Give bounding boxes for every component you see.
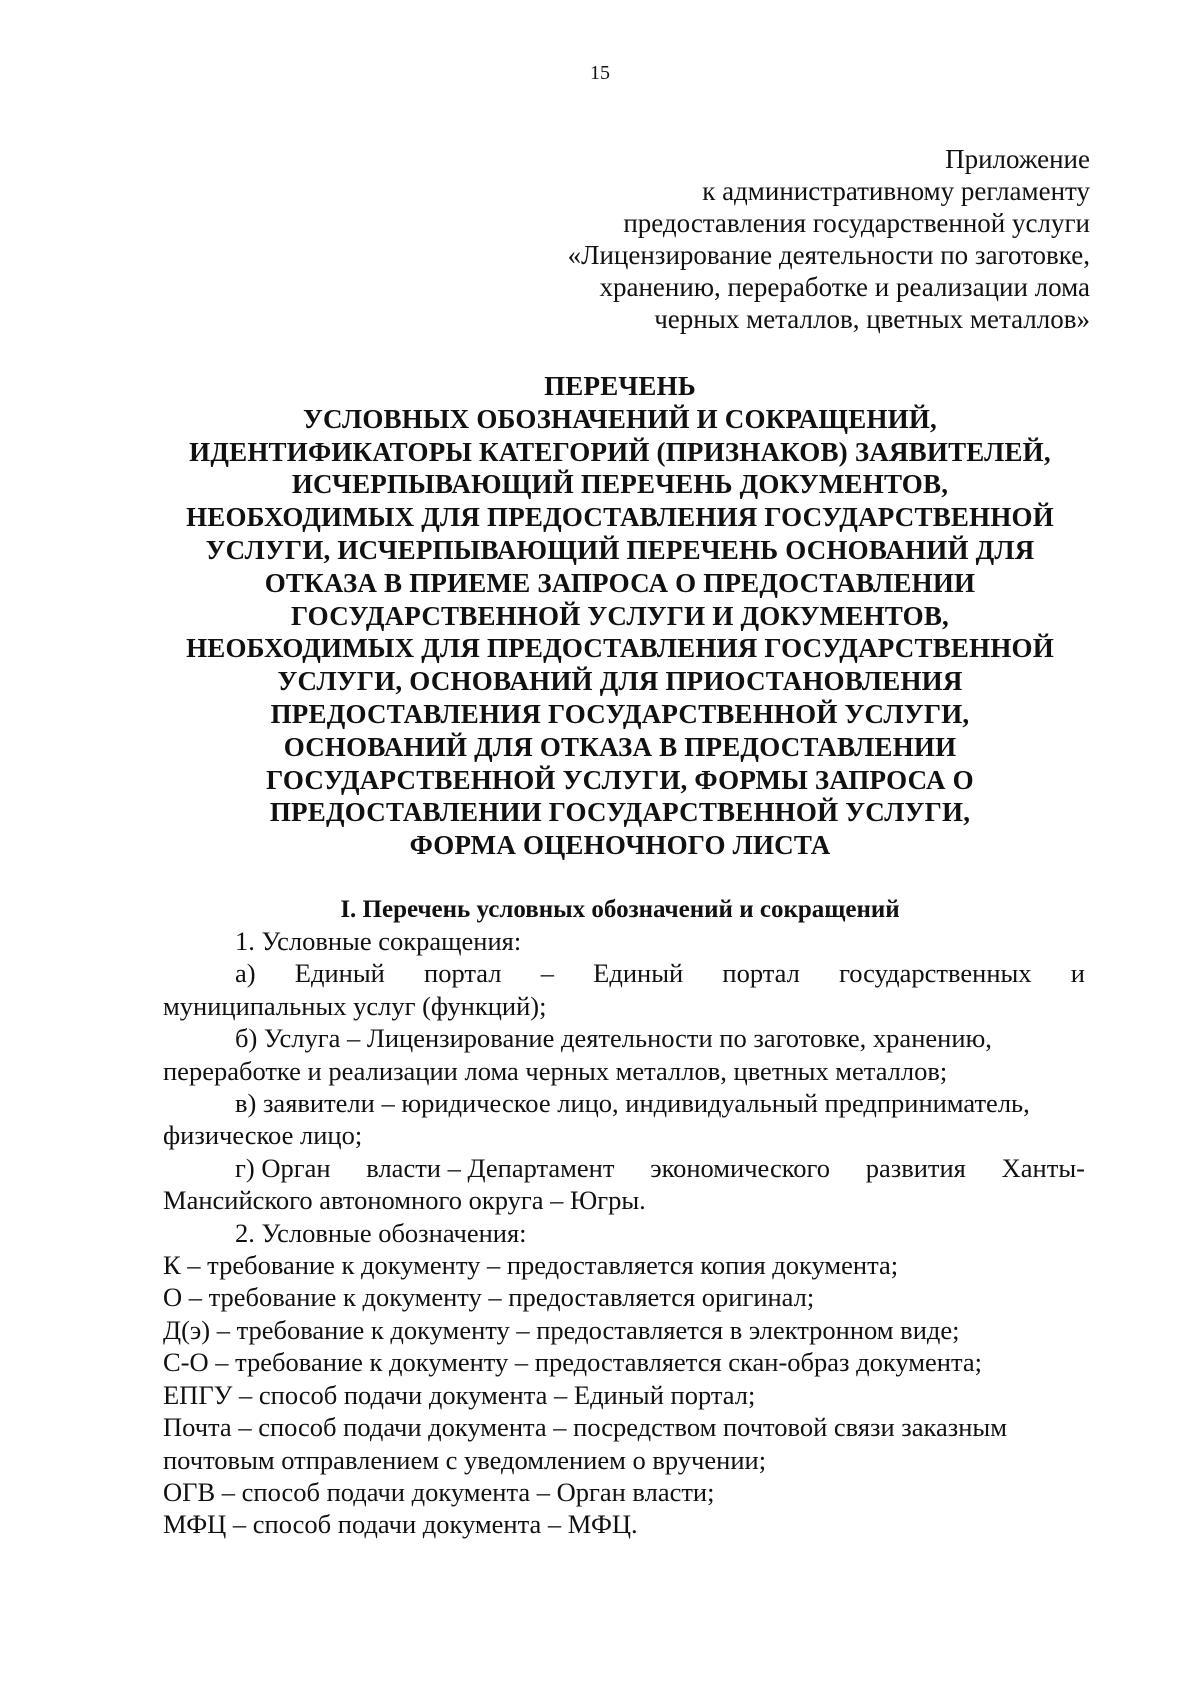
item-a-word: портал: [722, 958, 800, 989]
item-g-word: развития: [865, 1152, 966, 1183]
paragraph-heading-notations: 2. Условные обозначения:: [235, 1217, 527, 1248]
notation-line: К – требование к документу – предоставляется копия документа;: [163, 1250, 899, 1281]
item-b-continuation: переработке и реализации лома черных металлов, цветных металлов;: [163, 1055, 948, 1086]
item-a-word: государственных: [839, 958, 1032, 989]
title-line: ГОСУДАРСТВЕННОЙ УСЛУГИ, ФОРМЫ ЗАПРОСА О: [266, 764, 974, 795]
item-g-line: [163, 1152, 1085, 1184]
title-line: ГОСУДАРСТВЕННОЙ УСЛУГИ И ДОКУМЕНТОВ,: [290, 600, 950, 631]
notation-line: почтовым отправлением с уведомлением о вручении;: [163, 1444, 767, 1475]
appendix-line: хранению, переработке и реализации лома: [599, 272, 1090, 302]
title-line: ПЕРЕЧЕНЬ: [544, 371, 696, 401]
notation-line: ОГВ – способ подачи документа – Орган власти;: [163, 1476, 715, 1507]
item-g-word: г) Орган: [235, 1152, 331, 1183]
item-a-word: Единый: [593, 958, 684, 989]
item-g-continuation: Мансийского автономного округа – Югры.: [163, 1185, 646, 1216]
item-a-word: портал: [424, 958, 502, 989]
appendix-line: предоставления государственной услуги: [623, 208, 1090, 238]
notation-line: МФЦ – способ подачи документа – МФЦ.: [163, 1509, 638, 1540]
title-line: НЕОБХОДИМЫХ ДЛЯ ПРЕДОСТАВЛЕНИЯ ГОСУДАРСТВЕННОЙ: [186, 502, 1054, 533]
notation-line: Д(э) – требование к документу – предоставляется в электронном виде;: [163, 1314, 960, 1345]
title-line: ОСНОВАНИЙ ДЛЯ ОТКАЗА В ПРЕДОСТАВЛЕНИИ: [283, 731, 957, 762]
notation-line: ЕПГУ – способ подачи документа – Единый портал;: [163, 1379, 756, 1410]
title-line: ФОРМА ОЦЕНОЧНОГО ЛИСТА: [409, 830, 831, 861]
title-line: ОТКАЗА В ПРИЕМЕ ЗАПРОСА О ПРЕДОСТАВЛЕНИИ: [264, 567, 976, 598]
section-heading: I. Перечень условных обозначений и сокращений: [340, 896, 900, 923]
item-g-word: экономического: [650, 1152, 830, 1183]
title-line: ИДЕНТИФИКАТОРЫ КАТЕГОРИЙ (ПРИЗНАКОВ) ЗАЯВИТЕЛЕЙ,: [189, 436, 1051, 467]
title-line: ПРЕДОСТАВЛЕНИИ ГОСУДАРСТВЕННОЙ УСЛУГИ,: [269, 797, 971, 828]
page-number: 15: [590, 62, 610, 84]
item-g-word: власти – Департамент: [366, 1152, 615, 1183]
item-a-word: Единый: [294, 958, 385, 989]
document-title: [150, 370, 1090, 862]
item-a-line: [163, 957, 1085, 989]
paragraph-heading-abbreviations: 1. Условные сокращения:: [235, 926, 522, 956]
item-b-line: б) Услуга – Лицензирование деятельности по заготовке, хранению,: [235, 1023, 992, 1054]
item-a-continuation: муниципальных услуг (функций);: [163, 990, 547, 1021]
section-body: [163, 925, 1085, 1541]
item-g-word: Ханты-: [1001, 1152, 1085, 1183]
notation-line: С-О – требование к документу – предоставляется скан-образ документа;: [163, 1347, 982, 1378]
appendix-header: [450, 143, 1090, 335]
notation-line: Почта – способ подачи документа – посредством почтовой связи заказным: [163, 1412, 1008, 1443]
appendix-line: черных металлов, цветных металлов»: [654, 304, 1090, 334]
title-line: УСЛОВНЫХ ОБОЗНАЧЕНИЙ И СОКРАЩЕНИЙ,: [302, 403, 937, 434]
title-line: НЕОБХОДИМЫХ ДЛЯ ПРЕДОСТАВЛЕНИЯ ГОСУДАРСТВЕННОЙ: [186, 633, 1054, 664]
item-a-word: –: [540, 958, 554, 989]
title-line: УСЛУГИ, ИСЧЕРПЫВАЮЩИЙ ПЕРЕЧЕНЬ ОСНОВАНИЙ ДЛЯ: [205, 534, 1035, 565]
title-line: ПРЕДОСТАВЛЕНИЯ ГОСУДАРСТВЕННОЙ УСЛУГИ,: [270, 698, 970, 729]
appendix-line: Приложение: [945, 144, 1090, 174]
item-v-line: в) заявители – юридическое лицо, индивидуальный предприниматель,: [235, 1088, 1030, 1119]
item-a-word: и: [1070, 958, 1085, 989]
appendix-line: к административному регламенту: [702, 176, 1090, 206]
item-a-word: а): [235, 958, 256, 989]
title-line: УСЛУГИ, ОСНОВАНИЙ ДЛЯ ПРИОСТАНОВЛЕНИЯ: [277, 666, 963, 697]
appendix-line: «Лицензирование деятельности по заготовке,: [567, 240, 1090, 270]
item-v-continuation: физическое лицо;: [163, 1120, 363, 1151]
notation-line: О – требование к документу – предоставляется оригинал;: [163, 1282, 815, 1313]
title-line: ИСЧЕРПЫВАЮЩИЙ ПЕРЕЧЕНЬ ДОКУМЕНТОВ,: [291, 469, 949, 500]
